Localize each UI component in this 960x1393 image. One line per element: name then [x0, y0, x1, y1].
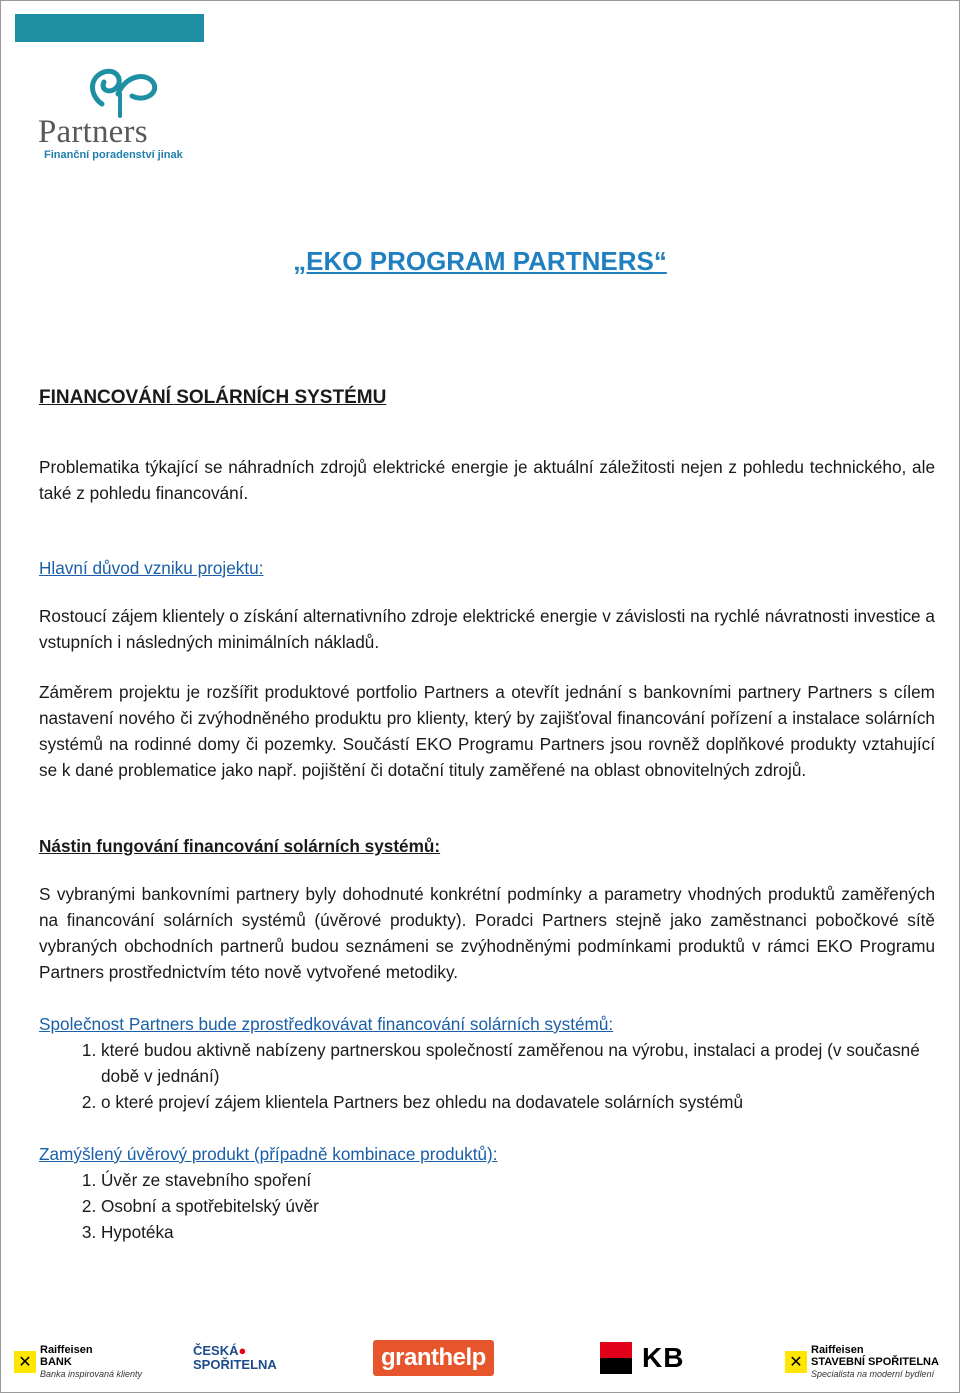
list-item: 1. Úvěr ze stavebního spoření [101, 1167, 935, 1193]
reason-heading: Hlavní důvod vzniku projektu: [39, 558, 264, 578]
list-item: 1. které budou aktivně nabízeny partnerskou společností zaměřenou na výrobu, instalaci a prodej (v současné době v jednání) [101, 1037, 935, 1089]
list-item: 3. Hypotéka [101, 1219, 935, 1245]
raiffeisen-ss-logo [785, 1344, 939, 1380]
intro-paragraph: Problematika týkající se náhradních zdrojů elektrické energie je aktuální záležitosti nejen z pohledu technického, ale také z pohledu financování. [39, 457, 935, 503]
partner-logos-footer [0, 1330, 960, 1390]
cs-dot-icon: ● [238, 1343, 247, 1358]
document-title: „EKO PROGRAM PARTNERS“ [293, 246, 667, 276]
header-accent-bar [15, 14, 204, 42]
list-item: 2. o které projeví zájem klientela Partners bez ohledu na dodavatele solárních systémů [101, 1089, 935, 1115]
cs-line2: SPOŘITELNA [193, 1357, 277, 1372]
raiffeisen-bank-line1: Raiffeisen [40, 1344, 93, 1356]
product-heading: Zamýšlený úvěrový produkt (případně kombinace produktů): [39, 1144, 498, 1164]
partners-logo [38, 64, 188, 164]
raiffeisen-ss-line1: Raiffeisen [811, 1344, 864, 1356]
mediation-list [39, 1037, 935, 1115]
kb-square-icon [600, 1342, 632, 1374]
mediation-heading: Společnost Partners bude zprostředkovávat financování solárních systémů: [39, 1014, 614, 1034]
raiffeisen-bank-tagline: Banka inspirovaná klienty [40, 1369, 143, 1379]
granthelp-logo [373, 1340, 494, 1376]
kb-logo [600, 1342, 684, 1374]
raiffeisen-ss-cross-icon: ✕ [785, 1351, 807, 1373]
product-list [39, 1167, 935, 1245]
kb-wordmark: KB [642, 1342, 685, 1373]
raiffeisen-bank-line2: BANK [40, 1356, 72, 1368]
list-item: 2. Osobní a spotřebitelský úvěr [101, 1193, 935, 1219]
outline-paragraph: S vybranými bankovními partnery byly dohodnuté konkrétní podmínky a parametry vhodných produktů zaměřených na financování solárních systémů (úvěrové produkty). Poradci Partners stejně jako zaměstnanci pobočkové sítě vybraných obchodních partnerů budou seznámeni se zvýhodněnými podmínkami produktů v rámci EKO Programu Partners prostřednictvím této nově vytvořené metodiky. [39, 884, 935, 982]
ceska-sporitelna-logo [193, 1344, 277, 1372]
logo-tagline: Finanční poradenství jinak [44, 149, 183, 161]
outline-heading: Nástin fungování financování solárních systémů: [39, 836, 441, 856]
granthelp-wordmark: granthelp [373, 1340, 494, 1376]
logo-wordmark: Partners [38, 114, 148, 150]
raiffeisen-bank-logo [14, 1344, 142, 1380]
cs-line1: ČESKÁ [193, 1343, 239, 1358]
raiffeisen-ss-tagline: Specialista na moderní bydlení [811, 1369, 935, 1379]
section-title: FINANCOVÁNÍ SOLÁRNÍCH SYSTÉMU [39, 387, 387, 408]
raiffeisen-ss-line2: STAVEBNÍ SPOŘITELNA [811, 1356, 939, 1368]
aim-paragraph: Záměrem projektu je rozšířit produktové portfolio Partners a otevřít jednání s bankovními partnery Partners s cílem nastavení nového či zvýhodněného produktu pro klienty, který by zajišťoval financování pořízení a instalace solárních systémů na rodinné domy či pozemky. Součástí EKO Programu Partners jsou rovněž doplňkové produkty vztahující se k dané problematice jako např. pojištění či dotační tituly zaměřené na oblast obnovitelných zdrojů. [39, 682, 935, 780]
document-body [39, 385, 935, 1245]
raiffeisen-cross-icon: ✕ [14, 1351, 36, 1373]
leaf-logo-icon [82, 64, 162, 120]
reason-paragraph: Rostoucí zájem klientely o získání alternativního zdroje elektrické energie v závislosti na rychlé návratnosti investice a vstupních i následných minimálních nákladů. [39, 606, 935, 652]
